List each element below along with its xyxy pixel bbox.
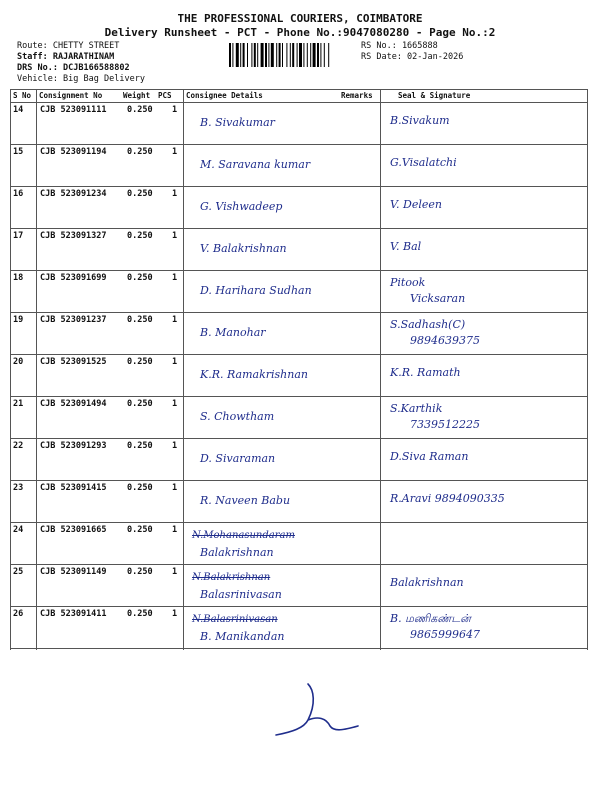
document-title: THE PROFESSIONAL COURIERS, COIMBATORE bbox=[177, 12, 423, 25]
row-weight: 0.250 bbox=[127, 567, 153, 577]
row-sno: 23 bbox=[13, 483, 24, 493]
row-consignee: D. Sivaraman bbox=[200, 452, 276, 465]
table-row bbox=[10, 312, 588, 354]
runsheet-meta-right bbox=[361, 41, 463, 63]
row-signature: B.Sivakum bbox=[390, 114, 450, 127]
row-signature: V. Deleen bbox=[390, 198, 442, 211]
row-consignee: G. Vishwadeep bbox=[200, 200, 283, 213]
row-pcs: 1 bbox=[172, 147, 178, 157]
row-sno: 22 bbox=[13, 441, 24, 451]
drs-text: DRS No.: DCJB166588802 bbox=[17, 63, 130, 73]
row-pcs: 1 bbox=[172, 483, 178, 493]
row-signature: Pitook bbox=[390, 276, 426, 289]
row-consignee: V. Balakrishnan bbox=[200, 242, 287, 255]
table-row bbox=[10, 396, 588, 438]
table-row bbox=[10, 564, 588, 606]
row-consignment-no: CJB 523091665 bbox=[40, 525, 107, 535]
row-signature-extra: Vicksaran bbox=[410, 292, 466, 305]
row-consignment-no: CJB 523091415 bbox=[40, 483, 107, 493]
rs-number-text: RS No.: 1665888 bbox=[361, 41, 438, 51]
row-pcs: 1 bbox=[172, 567, 178, 577]
route-text: Route: CHETTY STREET bbox=[17, 41, 120, 51]
row-signature: B. மணிகண்டன் bbox=[390, 612, 471, 625]
row-consignee: K.R. Ramakrishnan bbox=[200, 368, 308, 381]
row-consignee: M. Saravana kumar bbox=[200, 158, 311, 171]
table-row bbox=[10, 270, 588, 312]
row-signature-extra: 9865999647 bbox=[410, 628, 480, 641]
row-consignee: B. Sivakumar bbox=[200, 116, 275, 129]
col-header-pcs: PCS bbox=[158, 91, 172, 100]
table-row bbox=[10, 522, 588, 564]
row-weight: 0.250 bbox=[127, 483, 153, 493]
row-weight: 0.250 bbox=[127, 147, 153, 157]
table-row bbox=[10, 438, 588, 480]
row-pcs: 1 bbox=[172, 525, 178, 535]
row-signature: R.Aravi 9894090335 bbox=[390, 492, 505, 505]
row-divider bbox=[10, 648, 588, 649]
row-weight: 0.250 bbox=[127, 525, 153, 535]
table-row bbox=[10, 144, 588, 186]
runner-signature bbox=[270, 680, 360, 740]
row-consignment-no: CJB 523091525 bbox=[40, 357, 107, 367]
row-struck-consignee: N.Balakrishnan bbox=[192, 572, 271, 583]
row-consignment-no: CJB 523091494 bbox=[40, 399, 107, 409]
row-struck-consignee: N.Mohanasundaram bbox=[192, 530, 295, 541]
row-pcs: 1 bbox=[172, 189, 178, 199]
row-signature: S.Karthik bbox=[390, 402, 443, 415]
row-weight: 0.250 bbox=[127, 315, 153, 325]
table-row bbox=[10, 102, 588, 144]
row-sno: 17 bbox=[13, 231, 24, 241]
row-sno: 24 bbox=[13, 525, 24, 535]
rs-date-text: RS Date: 02-Jan-2026 bbox=[361, 52, 464, 62]
row-sno: 18 bbox=[13, 273, 24, 283]
table-row bbox=[10, 480, 588, 522]
barcode-image bbox=[229, 43, 357, 67]
row-consignment-no: CJB 523091411 bbox=[40, 609, 107, 619]
vehicle-text: Vehicle: Big Bag Delivery bbox=[17, 74, 145, 84]
row-weight: 0.250 bbox=[127, 357, 153, 367]
row-signature: K.R. Ramath bbox=[390, 366, 461, 379]
row-consignee: D. Harihara Sudhan bbox=[200, 284, 312, 297]
row-weight: 0.250 bbox=[127, 231, 153, 241]
table-row bbox=[10, 354, 588, 396]
table-row bbox=[10, 606, 588, 648]
row-pcs: 1 bbox=[172, 441, 178, 451]
row-pcs: 1 bbox=[172, 273, 178, 283]
row-weight: 0.250 bbox=[127, 189, 153, 199]
col-header-consignment: Consignment No bbox=[39, 91, 103, 100]
row-consignment-no: CJB 523091327 bbox=[40, 231, 107, 241]
row-signature: G.Visalatchi bbox=[390, 156, 457, 169]
row-pcs: 1 bbox=[172, 231, 178, 241]
row-pcs: 1 bbox=[172, 399, 178, 409]
runsheet-meta-left bbox=[17, 41, 145, 85]
row-weight: 0.250 bbox=[127, 609, 153, 619]
row-sno: 20 bbox=[13, 357, 24, 367]
col-header-weight: Weight bbox=[123, 91, 151, 100]
row-sno: 21 bbox=[13, 399, 24, 409]
col-header-consignee: Consignee Details bbox=[186, 91, 263, 100]
row-consignee: Balasrinivasan bbox=[200, 588, 282, 601]
document-subtitle: Delivery Runsheet - PCT - Phone No.:9047080280 - Page No.:2 bbox=[104, 26, 496, 39]
row-sno: 26 bbox=[13, 609, 24, 619]
row-sno: 16 bbox=[13, 189, 24, 199]
row-consignment-no: CJB 523091149 bbox=[40, 567, 107, 577]
row-signature-extra: 7339512225 bbox=[410, 418, 480, 431]
row-consignment-no: CJB 523091111 bbox=[40, 105, 107, 115]
row-consignment-no: CJB 523091234 bbox=[40, 189, 107, 199]
row-consignee: Balakrishnan bbox=[200, 546, 274, 559]
row-sno: 15 bbox=[13, 147, 24, 157]
row-pcs: 1 bbox=[172, 609, 178, 619]
row-consignment-no: CJB 523091699 bbox=[40, 273, 107, 283]
table-row bbox=[10, 186, 588, 228]
row-weight: 0.250 bbox=[127, 273, 153, 283]
row-consignment-no: CJB 523091194 bbox=[40, 147, 107, 157]
row-weight: 0.250 bbox=[127, 105, 153, 115]
delivery-table bbox=[10, 89, 588, 650]
col-header-remarks: Remarks bbox=[341, 91, 373, 100]
row-sno: 25 bbox=[13, 567, 24, 577]
row-consignee: R. Naveen Babu bbox=[200, 494, 291, 507]
row-pcs: 1 bbox=[172, 315, 178, 325]
col-header-sno: S No bbox=[13, 91, 32, 100]
row-weight: 0.250 bbox=[127, 399, 153, 409]
row-signature: S.Sadhash(C) bbox=[390, 318, 466, 331]
row-signature-extra: 9894639375 bbox=[410, 334, 480, 347]
row-pcs: 1 bbox=[172, 105, 178, 115]
row-signature: D.Siva Raman bbox=[390, 450, 469, 463]
row-consignment-no: CJB 523091293 bbox=[40, 441, 107, 451]
row-consignment-no: CJB 523091237 bbox=[40, 315, 107, 325]
row-signature: V. Bal bbox=[390, 240, 422, 253]
row-struck-consignee: N.Balasrinivasan bbox=[192, 614, 278, 625]
col-header-seal: Seal & Signature bbox=[398, 91, 471, 100]
row-weight: 0.250 bbox=[127, 441, 153, 451]
table-row bbox=[10, 228, 588, 270]
row-pcs: 1 bbox=[172, 357, 178, 367]
row-consignee: B. Manikandan bbox=[200, 630, 285, 643]
row-signature: Balakrishnan bbox=[390, 576, 464, 589]
row-consignee: B. Manohar bbox=[200, 326, 266, 339]
row-sno: 19 bbox=[13, 315, 24, 325]
row-consignee: S. Chowtham bbox=[200, 410, 275, 423]
staff-text: Staff: RAJARATHINAM bbox=[17, 52, 115, 62]
row-sno: 14 bbox=[13, 105, 24, 115]
